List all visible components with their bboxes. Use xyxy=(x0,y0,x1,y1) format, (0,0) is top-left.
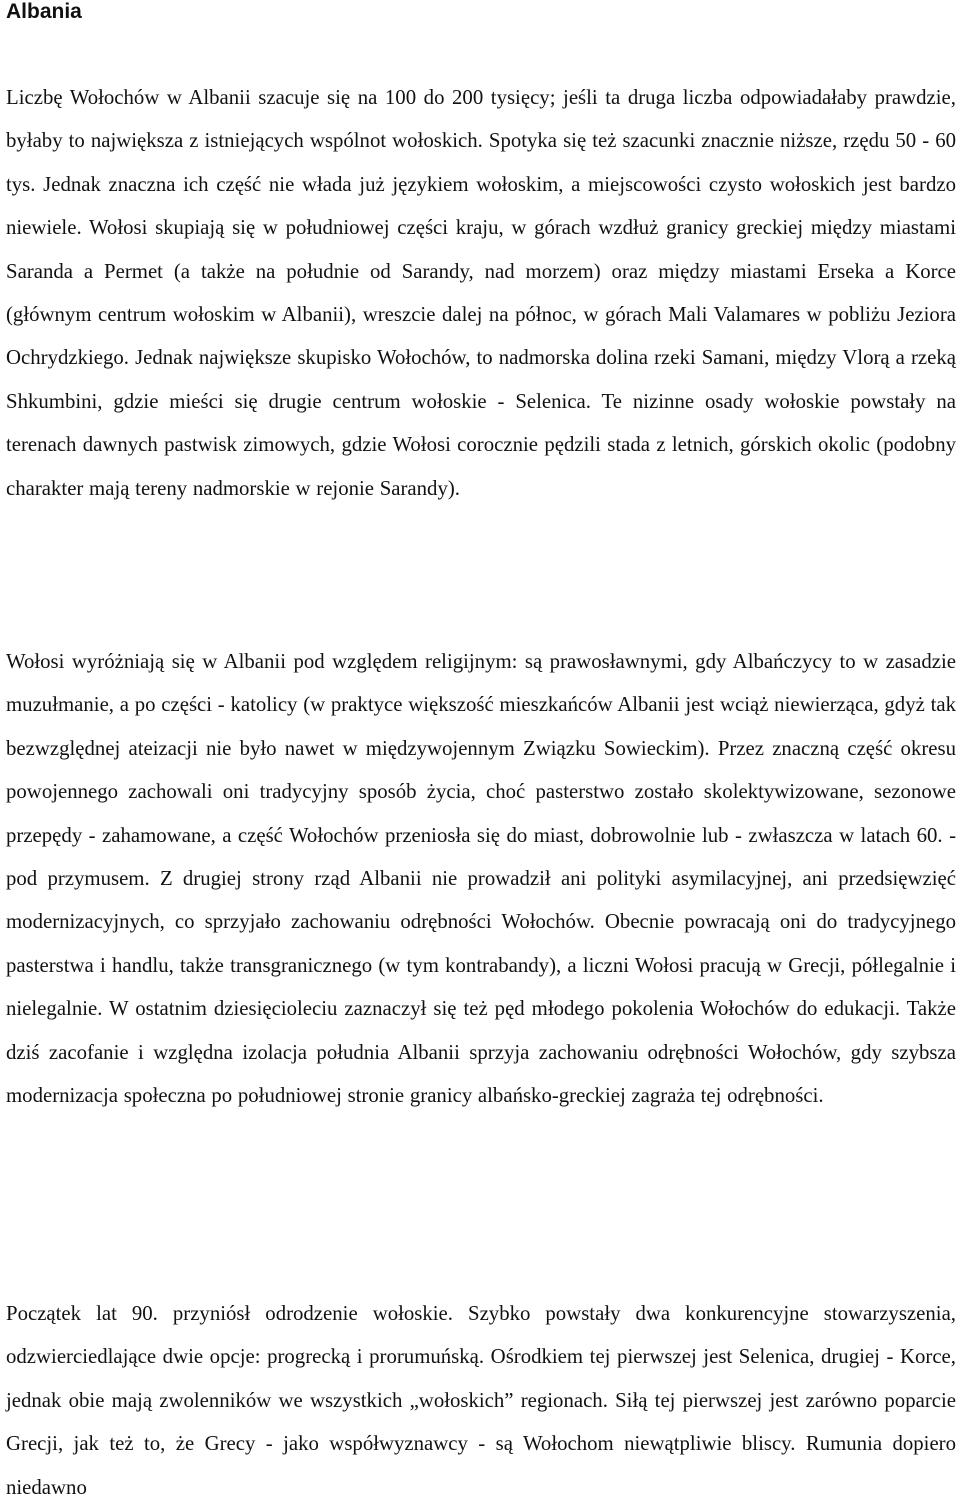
paragraph-religion: Wołosi wyróżniają się w Albanii pod względem religijnym: są prawosławnymi, gdy Albańczycy to w zasadzie muzułmanie, a po części - katolicy (w praktyce większość mieszkańców Albanii jest wciąż niewierząca, gdyż tak bezwzględnej ateizacji nie było nawet w międzywojennym Związku Sowieckim). Przez znaczną część okresu powojennego zachowali oni tradycyjny sposób życia, choć pasterstwo zostało skolektywizowane, sezonowe przepędy - zahamowane, a część Wołochów przeniosła się do miast, dobrowolnie lub - zwłaszcza w latach 60. - pod przymusem. Z drugiej strony rząd Albanii nie prowadził ani polityki asymilacyjnej, ani przedsięwzięć modernizacyjnych, co sprzyjało zachowaniu odrębności Wołochów. Obecnie powracają oni do tradycyjnego pasterstwa i handlu, także transgranicznego (w tym kontrabandy), a liczni Wołosi pracują w Grecji, półlegalnie i nielegalnie. W ostatnim dziesięcioleciu zaznaczył się też pęd młodego pokolenia Wołochów do edukacji. Także dziś zacofanie i względna izolacja południa Albanii sprzyja zachowaniu odrębności Wołochów, gdy szybsza modernizacja społeczna po południowej stronie granicy albańsko-greckiej zagraża tej odrębności. xyxy=(6,650,956,1108)
paragraph-revival: Początek lat 90. przyniósł odrodzenie wołoskie. Szybko powstały dwa konkurencyjne stowarzyszenia, odzwierciedlające dwie opcje: progrecką i prorumuńską. Ośrodkiem tej pierwszej jest Selenica, drugiej - Korce, jednak obie mają zwolenników we wszystkich „wołoskich” regionach. Siłą tej pierwszej jest zarówno poparcie Grecji, jak też to, że Grecy - jako współwyznawcy - są Wołochom niewątpliwie bliscy. Rumunia dopiero niedawno xyxy=(6,1302,956,1499)
paragraph-population: Liczbę Wołochów w Albanii szacuje się na 100 do 200 tysięcy; jeśli ta druga liczba odpowiadałaby prawdzie, byłaby to największa z istniejących wspólnot wołoskich. Spotyka się też szacunki znacznie niższe, rzędu 50 - 60 tys. Jednak znaczna ich część nie włada już językiem wołoskim, a miejscowości czysto wołoskich jest bardzo niewiele. Wołosi skupiają się w południowej części kraju, w górach wzdłuż granicy greckiej między miastami Saranda a Permet (a także na południe od Sarandy, nad morzem) oraz między miastami Erseka a Korce (głównym centrum wołoskim w Albanii), wreszcie dalej na północ, w górach Mali Valamares w pobliżu Jeziora Ochrydzkiego. Jednak największe skupisko Wołochów, to nadmorska dolina rzeki Samani, między Vlorą a rzeką Shkumbini, gdzie mieści się drugie centrum wołoskie - Selenica. Te nizinne osady wołoskie powstały na terenach dawnych pastwisk zimowych, gdzie Wołosi corocznie pędzili stada z letnich, górskich okolic (podobny charakter mają tereny nadmorskie w rejonie Sarandy). xyxy=(6,86,956,500)
section-heading: Albania xyxy=(6,0,82,23)
